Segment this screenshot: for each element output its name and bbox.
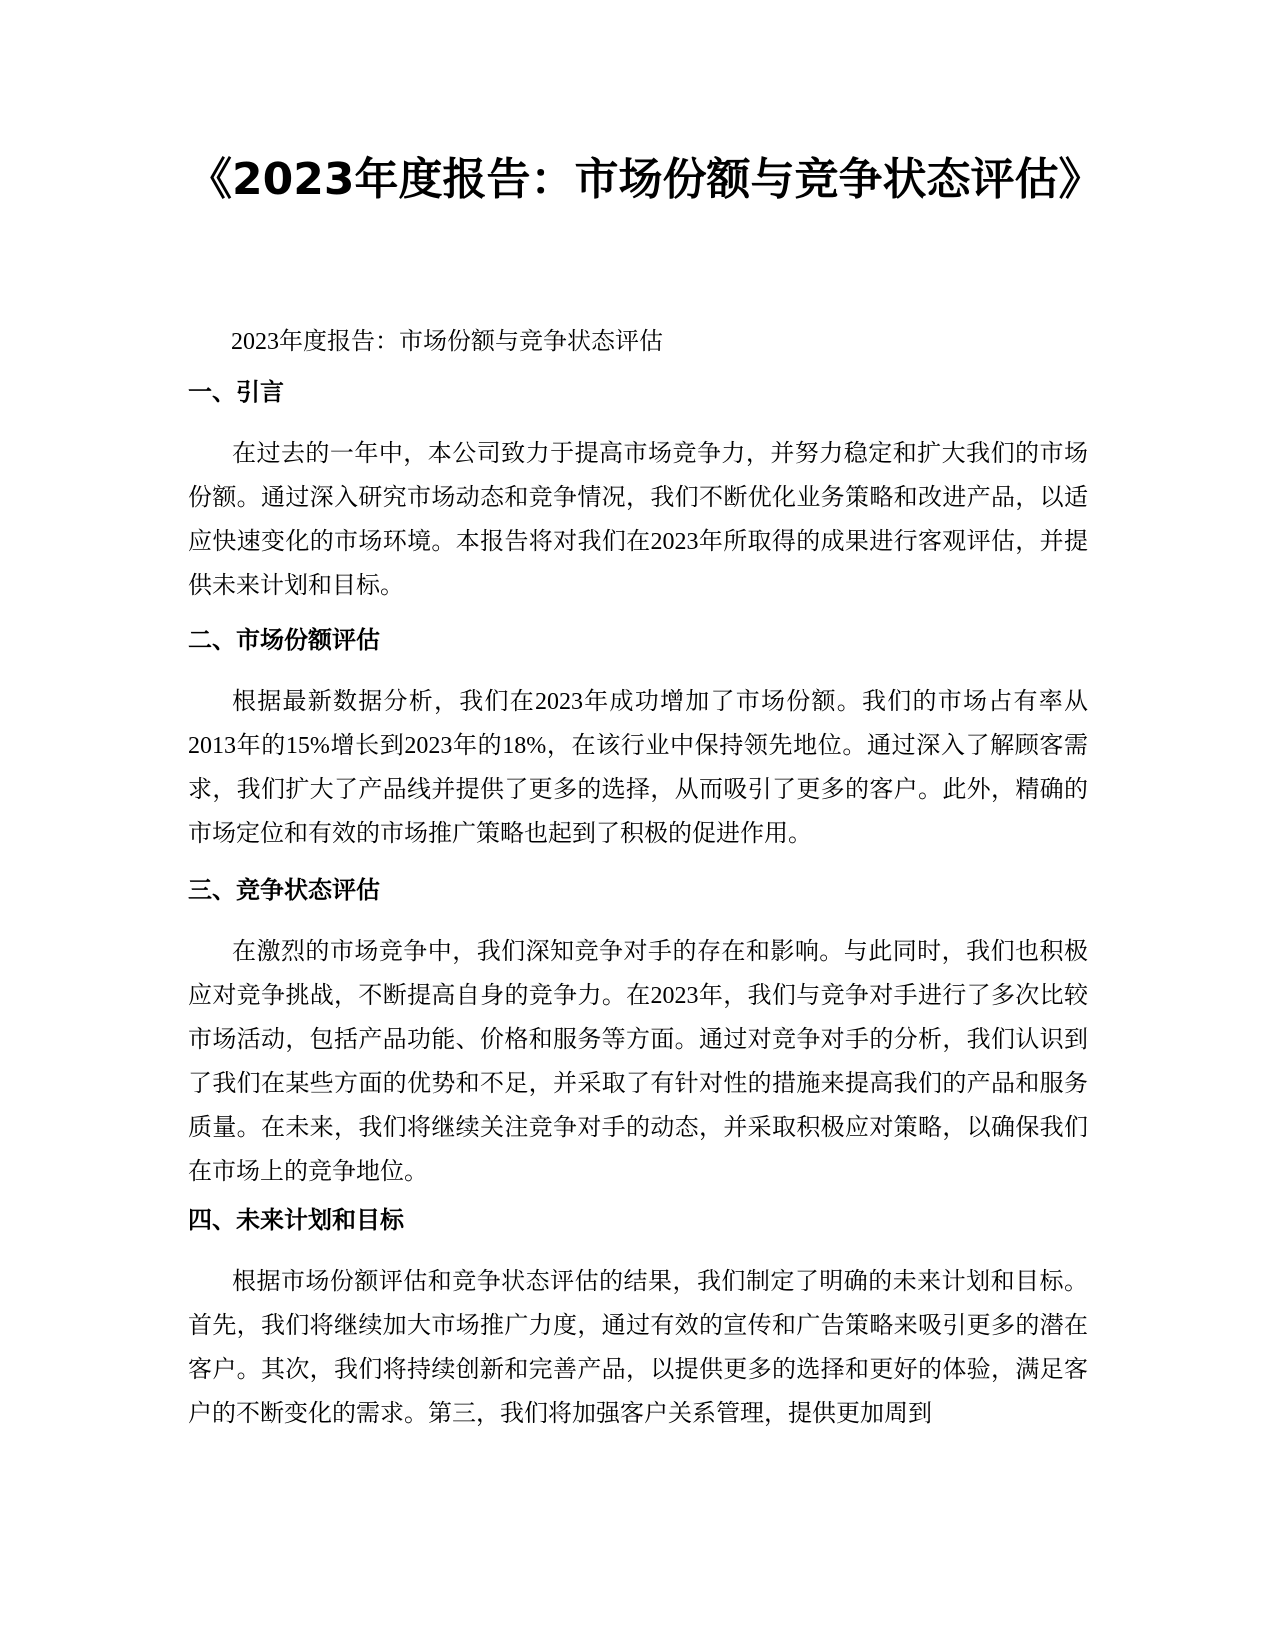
document-subtitle: 2023年度报告：市场份额与竞争状态评估 [231,329,663,355]
section-paragraph-market-share: 根据最新数据分析，我们在2023年成功增加了市场份额。我们的市场占有率从2013年的15%增长到2023年的18%，在该行业中保持领先地位。通过深入了解顾客需求，我们扩大了产品线并提供了更多的选择，从而吸引了更多的客户。此外，精确的市场定位和有效的市场推广策略也起到了积极的促进作用。 [188,689,1088,847]
section-paragraph-introduction: 在过去的一年中，本公司致力于提高市场竞争力，并努力稳定和扩大我们的市场份额。通过深入研究市场动态和竞争情况，我们不断优化业务策略和改进产品，以适应快速变化的市场环境。本报告将对我们在2023年所取得的成果进行客观评估，并提供未来计划和目标。 [188,441,1088,599]
section-heading-competition: 三、竞争状态评估 [188,876,380,904]
document-title: 《2023年度报告：市场份额与竞争状态评估》 [188,154,1103,205]
section-paragraph-future-plans: 根据市场份额评估和竞争状态评估的结果，我们制定了明确的未来计划和目标。首先，我们将继续加大市场推广力度，通过有效的宣传和广告策略来吸引更多的潜在客户。其次，我们将持续创新和完善产品，以提供更多的选择和更好的体验，满足客户的不断变化的需求。第三，我们将加强客户关系管理，提供更加周到 [188,1269,1088,1427]
section-paragraph-competition: 在激烈的市场竞争中，我们深知竞争对手的存在和影响。与此同时，我们也积极应对竞争挑战，不断提高自身的竞争力。在2023年，我们与竞争对手进行了多次比较市场活动，包括产品功能、价格和服务等方面。通过对竞争对手的分析，我们认识到了我们在某些方面的优势和不足，并采取了有针对性的措施来提高我们的产品和服务质量。在未来，我们将继续关注竞争对手的动态，并采取积极应对策略，以确保我们在市场上的竞争地位。 [188,939,1088,1185]
section-heading-market-share: 二、市场份额评估 [188,626,380,654]
section-heading-introduction: 一、引言 [188,378,284,406]
section-heading-future-plans: 四、未来计划和目标 [188,1206,404,1234]
